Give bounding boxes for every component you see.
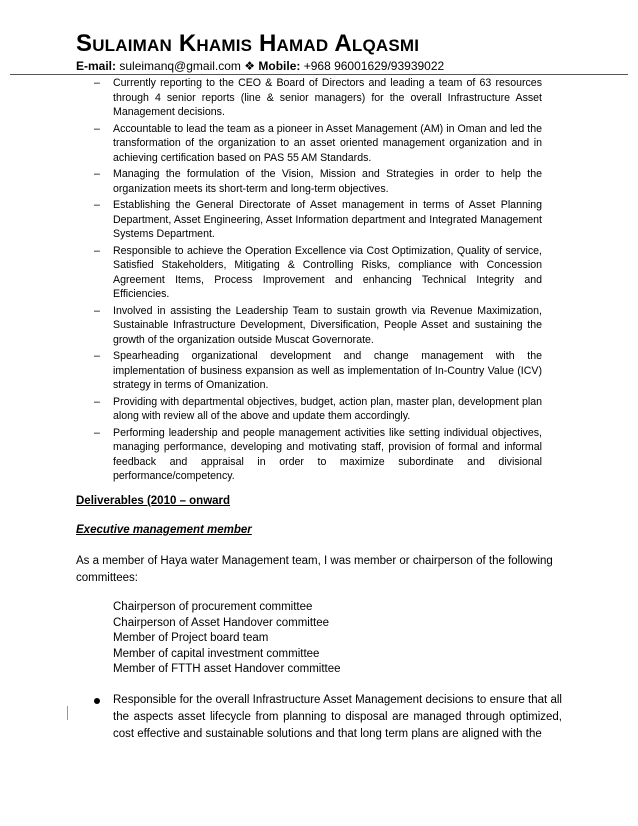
list-item-text: Involved in assisting the Leadership Team to sustain growth via Revenue Maximization, Sustainable Infrastructure Development, Diversification, People Asset and sustaining the growth of the organization outside Muscat Governorate.	[113, 304, 542, 346]
contact-line	[76, 58, 444, 74]
exec-paragraph: As a member of Haya water Management team, I was member or chairperson of the following committees:	[76, 555, 553, 584]
dash-bullet-icon: –	[94, 122, 100, 135]
list-item	[94, 198, 542, 242]
mobile-label: Mobile:	[258, 59, 301, 73]
list-item-text: Providing with departmental objectives, budget, action plan, master plan, development plan along with review all of the above and update them accordingly.	[113, 395, 542, 422]
list-item: Member of capital investment committee	[113, 647, 320, 660]
list-item	[94, 692, 562, 743]
dash-bullet-icon: –	[94, 244, 100, 257]
list-item-text: Responsible to achieve the Operation Excellence via Cost Optimization, Quality of service, Satisfied Stakeholders, Mitigating & Controlling Risks, compliance with Concession Agreement Items, Process Improvement and enhancing Technical Integrity and Efficiencies.	[113, 244, 542, 300]
dash-bullet-icon: –	[94, 199, 100, 211]
list-item-text: Performing leadership and people management activities like setting individual objectives, managing performance, developing and motivating staff, provision of formal and informal feedback and appraisal in order to maximize subordinate and divisional performance/competency.	[113, 426, 542, 482]
list-item-text: Responsible for the overall Infrastructure Asset Management decisions to ensure that all the aspects asset lifecycle from planning to disposal are managed through optimized, cost effective and sustainable solutions and that long term plans are aligned with the	[113, 694, 562, 740]
dash-bullet-icon: –	[94, 350, 100, 362]
list-item	[94, 426, 542, 484]
dash-bullet-icon: –	[94, 426, 100, 439]
deliverables-heading: Deliverables (2010 – onward	[76, 495, 231, 507]
dash-bullet-icon: –	[94, 304, 100, 317]
dot-bullet-list	[94, 692, 562, 743]
list-item: Chairperson of Asset Handover committee	[113, 616, 330, 629]
email-label: E-mail:	[76, 59, 117, 73]
header-divider	[10, 74, 628, 75]
dash-bullet-icon: –	[94, 168, 100, 180]
list-item	[94, 76, 542, 120]
list-item: Member of Project board team	[113, 632, 269, 644]
responsibilities-list	[94, 76, 542, 486]
list-item	[94, 244, 542, 302]
separator-icon: ❖	[244, 59, 256, 73]
list-item-text: Establishing the General Directorate of Asset management in terms of Asset Planning Department, Asset Engineering, Asset Information department and Integrated Management Systems Department.	[113, 199, 542, 240]
list-item	[94, 395, 542, 424]
dot-bullet-icon	[94, 698, 100, 704]
dash-bullet-icon: –	[94, 77, 100, 89]
list-item-text: Currently reporting to the CEO & Board of Directors and leading a team of 63 resources through 4 senior reports (line & senior managers) for the overall Infrastructure Asset Management decisions.	[113, 77, 542, 118]
list-item	[94, 122, 542, 166]
committee-list	[113, 600, 341, 678]
list-item-text: Accountable to lead the team as a pioneer in Asset Management (AM) in Oman and led the transformation of the organization to an asset oriented management organization and in achieving certification based on PAS 55 AM Standards.	[113, 122, 542, 164]
list-item	[94, 167, 542, 196]
list-item-text: Spearheading organizational development and change management with the implementation of business expansion as well as implementation of In-Country Value (ICV) strategy in terms of Omanization.	[113, 350, 542, 391]
list-item-text: Managing the formulation of the Vision, Mission and Strategies in order to help the organization meets its short-term and long-term objectives.	[113, 168, 542, 195]
dash-bullet-icon: –	[94, 395, 100, 408]
mobile-number: +968 96001629/93939022	[303, 59, 445, 73]
margin-marker	[67, 706, 68, 720]
list-item: Member of FTTH asset Handover committee	[113, 663, 341, 675]
list-item: Chairperson of procurement committee	[113, 601, 313, 613]
candidate-name: Sulaiman Khamis Hamad Alqasmi	[76, 30, 420, 57]
list-item	[94, 304, 542, 348]
exec-member-heading: Executive management member	[76, 524, 252, 536]
email-address: suleimanq@gmail.com	[119, 59, 241, 73]
list-item	[94, 349, 542, 393]
